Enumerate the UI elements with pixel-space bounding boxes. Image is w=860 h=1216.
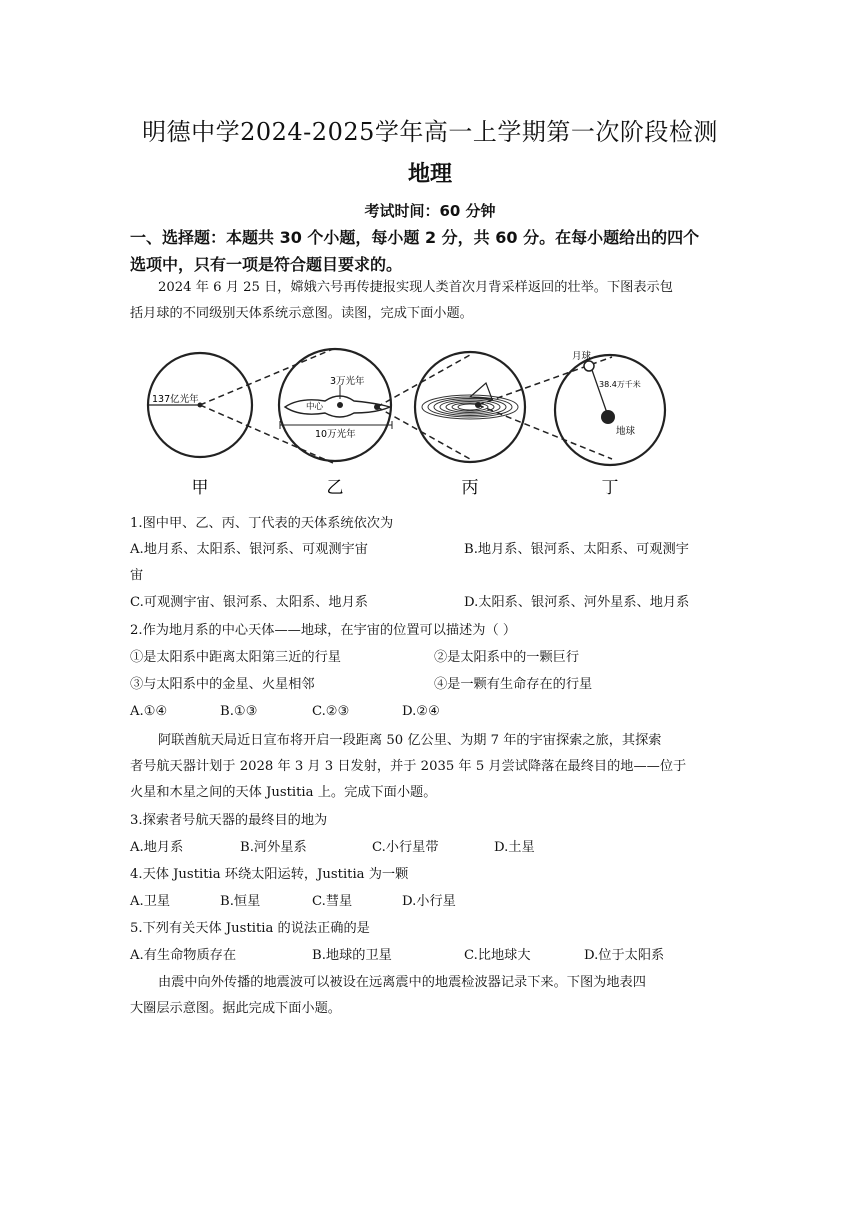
q2-statement-3: ③与太阳系中的金星、火星相邻 (130, 677, 315, 692)
figure-bing (415, 352, 525, 498)
q5-stem: 5.下列有关天体 Justitia 的说法正确的是 (130, 921, 370, 936)
section-heading-line: 选项中，只有一项是符合题目要求的。 (130, 255, 403, 274)
q1-option-a: A.地月系、太阳系、银河系、可观测宇宙 (130, 542, 368, 557)
q2-statement-4: ④是一颗有生命存在的行星 (434, 677, 593, 692)
exam-time: 考试时间：60 分钟 (364, 202, 496, 220)
figure-jia (148, 353, 252, 498)
passage-line: 阿联酋航天局近日宣布将开启一段距离 50 亿公里、为期 7 年的宇宙探索之旅，其探索 (158, 733, 662, 748)
passage-line: 大圈层示意图。据此完成下面小题。 (130, 1001, 341, 1016)
passage-line: 火星和木星之间的天体 Justitia 上。完成下面小题。 (130, 785, 437, 800)
q1-stem: 1.图中甲、乙、丙、丁代表的天体系统依次为 (130, 516, 394, 531)
section-heading-line: 一、选择题：本题共 30 个小题，每小题 2 分，共 60 分。在每小题给出的四个 (130, 228, 700, 247)
q3-option-a: A.地月系 (130, 840, 184, 855)
passage-3 (130, 970, 740, 1022)
q1-option-c: C.可观测宇宙、银河系、太阳系、地月系 (130, 595, 368, 610)
q5-option-a: A.有生命物质存在 (130, 948, 237, 963)
figure-ding (555, 350, 665, 498)
exam-title: 明德中学2024-2025学年高一上学期第一次阶段检测 (142, 118, 718, 146)
caption-bing: 丙 (461, 478, 479, 498)
passage-1 (130, 275, 740, 327)
passage-2 (130, 728, 740, 806)
q1-option-b-wrap: 宙 (130, 568, 144, 583)
q2-option-c: C.②③ (312, 704, 350, 719)
q3-option-d: D.土星 (494, 840, 535, 855)
q1-option-d: D.太阳系、银河系、河外星系、地月系 (464, 595, 690, 610)
passage-line: 2024 年 6 月 25 日，嫦娥六号再传捷报实现人类首次月背采样返回的壮举。下图表示包 (158, 280, 673, 295)
q4-option-a: A.卫星 (130, 894, 171, 909)
passage-line: 括月球的不同级别天体系统示意图。读图，完成下面小题。 (130, 306, 473, 321)
jia-radius-label: 137亿光年 (152, 394, 199, 405)
yi-diameter-label: 10万光年 (315, 429, 356, 440)
q2-option-b: B.①③ (220, 704, 258, 719)
q1-option-b: B.地月系、银河系、太阳系、可观测宇 (464, 542, 689, 557)
q2-option-d: D.②④ (402, 704, 440, 719)
figure-yi (279, 349, 392, 498)
yi-center-label: 中心 (306, 402, 324, 412)
section-heading (130, 224, 730, 278)
passage-line: 者号航天器计划于 2028 年 3 月 3 日发射，并于 2035 年 5 月尝试降落在最终目的地——位于 (130, 759, 687, 774)
subject-title: 地理 (407, 162, 452, 187)
passage-line: 由震中向外传播的地震波可以被设在远离震中的地震检波器记录下来。下图为地表四 (158, 975, 646, 990)
caption-jia: 甲 (191, 478, 209, 498)
ding-distance-label: 38.4万千米 (599, 380, 641, 389)
caption-yi: 乙 (326, 478, 344, 498)
ding-earth-label: 地球 (616, 426, 636, 437)
q5-option-c: C.比地球大 (464, 948, 531, 963)
q3-stem: 3.探索者号航天器的最终目的地为 (130, 813, 328, 828)
q2-statement-1: ①是太阳系中距离太阳第三近的行星 (130, 650, 341, 665)
q4-stem: 4.天体 Justitia 环绕太阳运转，Justitia 为一颗 (130, 867, 409, 882)
caption-ding: 丁 (601, 478, 619, 498)
yi-thickness-label: 3万光年 (330, 376, 365, 387)
q3-option-b: B.河外星系 (240, 840, 307, 855)
q4-option-c: C.彗星 (312, 894, 353, 909)
q2-option-a: A.①④ (130, 704, 168, 719)
celestial-systems-figure (140, 335, 670, 505)
q3-option-c: C.小行星带 (372, 840, 439, 855)
q4-option-d: D.小行星 (402, 894, 456, 909)
q5-option-d: D.位于太阳系 (584, 948, 665, 963)
ding-moon-label: 月球 (572, 351, 592, 362)
q4-option-b: B.恒星 (220, 894, 261, 909)
q5-option-b: B.地球的卫星 (312, 948, 392, 963)
q2-statement-2: ②是太阳系中的一颗巨行 (434, 650, 580, 665)
q2-stem: 2.作为地月系的中心天体——地球，在宇宙的位置可以描述为（ ） (130, 623, 517, 638)
